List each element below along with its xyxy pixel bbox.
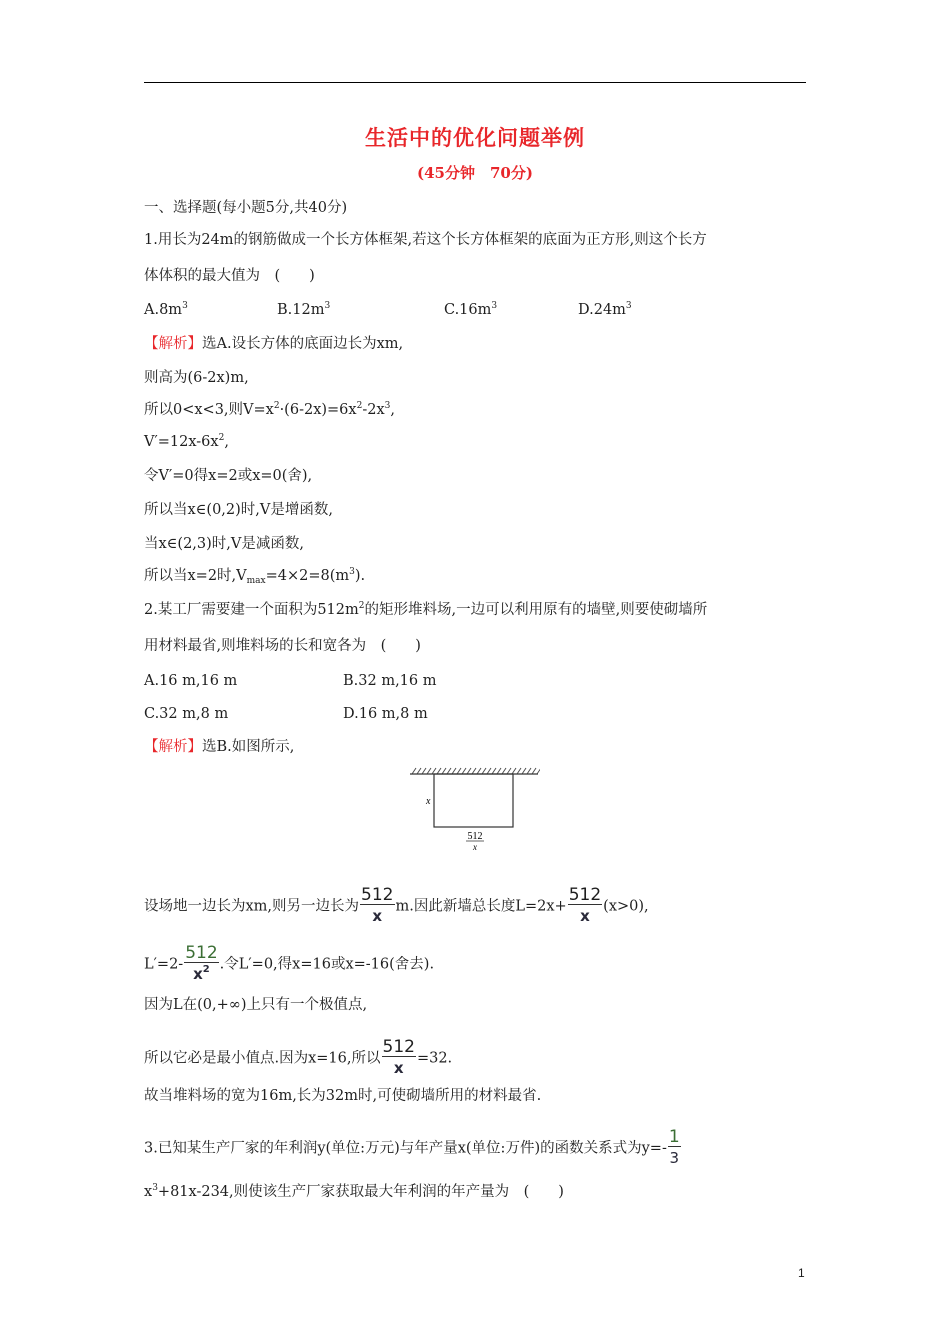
q1-solution-line3: 所以0<x<3,则$V=x^2\cdot(6-2x)=6x^2-2x^3$,: [144, 401, 395, 418]
hatch-mark: [517, 768, 521, 774]
hatch-mark: [527, 768, 531, 774]
fraction-one-third: $\frac{1}{3}$: [668, 1127, 680, 1167]
q1-solution-line1: 【解析】选A.设长方体的底面边长为xm,: [144, 336, 404, 352]
hatch-mark: [462, 768, 466, 774]
q1-option-b: $B.12m^3$: [277, 301, 331, 318]
q2-stem-line1: 2.某工厂需要建一个面积为$512m^2$的矩形堆料场,一边可以利用原有的墙壁,则要使砌墙所: [144, 601, 708, 618]
q2-option-d: D.16 m,8 m: [343, 706, 428, 722]
hatch-mark: [472, 768, 476, 774]
fraction-512-over-x: $\frac{512}{x}$: [382, 1037, 415, 1077]
q2-solution-line4: 因为L在(0,+∞)上只有一个极值点,: [144, 997, 368, 1013]
hatch-mark: [487, 768, 491, 774]
hatch-mark: [447, 768, 451, 774]
page-subtitle: (45分钟 70分): [417, 164, 533, 182]
hatch-mark: [507, 768, 511, 774]
q2-solution-line6: 故当堆料场的宽为16m,长为32m时,可使砌墙所用的材料最省.: [144, 1088, 542, 1104]
hatch-mark: [537, 768, 540, 774]
q2-option-b: B.32 m,16 m: [343, 673, 437, 689]
q1-option-a: $A.8m^3$: [144, 301, 188, 318]
q1-solution-line8: 所以当x=2时$,V_{max}=4\times 2=8(m^3)$.: [144, 567, 366, 586]
hatch-mark: [522, 768, 526, 774]
hatch-mark: [412, 768, 416, 774]
hatch-mark: [477, 768, 481, 774]
section-heading: 一、选择题(每小题5分,共40分): [144, 200, 348, 216]
figure-bottom-numerator: 512: [467, 831, 483, 842]
hatch-mark: [422, 768, 426, 774]
hatch-mark: [532, 768, 536, 774]
q2-solution-line2: 设场地一边长为xm,则另一边长为 $\frac{512}{x}$ m.因此新墙总长度L=2x+ $\frac{512}{x}$ (x>0),: [144, 885, 649, 925]
hatch-mark: [432, 768, 436, 774]
fraction-512-over-x-squared: $\frac{512}{x^2}$: [185, 943, 218, 983]
hatch-mark: [502, 768, 506, 774]
hatch-mark: [467, 768, 471, 774]
q2-solution-line1: 【解析】选B.如图所示,: [144, 739, 295, 755]
wall-rectangle-figure: [410, 766, 540, 852]
fraction-512-over-x: $\frac{512}{x}$: [568, 885, 602, 925]
hatch-mark: [452, 768, 456, 774]
q2-option-c: C.32 m,8 m: [144, 706, 229, 722]
hatch-mark: [442, 768, 446, 774]
wall-hatching: [412, 768, 540, 774]
hatch-mark: [492, 768, 496, 774]
hatch-mark: [437, 768, 441, 774]
hatch-mark: [457, 768, 461, 774]
q1-solution-line4: $V'=12x-6x^2$,: [144, 433, 229, 450]
q2-stem-line2: 用材料最省,则堆料场的长和宽各为 ( ): [144, 638, 421, 654]
hatch-mark: [512, 768, 516, 774]
solution-tag: 【解析】: [144, 336, 202, 352]
hatch-mark: [427, 768, 431, 774]
header-rule: [144, 82, 806, 83]
q1-stem-line1: 1.用长为24m的钢筋做成一个长方体框架,若这个长方体框架的底面为正方形,则这个长方: [144, 232, 707, 248]
q2-solution-line3: L′=2- $\frac{512}{x^2}$ .令L′=0,得x=16或x=-16(舍去).: [144, 943, 435, 983]
q1-option-c: $C.16m^3$: [444, 301, 498, 318]
hatch-mark: [497, 768, 501, 774]
page-title: 生活中的优化问题举例: [365, 125, 585, 150]
q1-stem-line2: 体体积的最大值为 ( ): [144, 268, 315, 284]
figure-bottom-denominator: x: [473, 842, 477, 852]
q2-option-a: A.16 m,16 m: [144, 673, 238, 689]
hatch-mark: [417, 768, 421, 774]
q1-solution-line6: 所以当x∈(0,2)时,V是增函数,: [144, 502, 333, 518]
q3-stem-line1: 3.已知某生产厂家的年利润y(单位:万元)与年产量x(单位:万件)的函数关系式为y=- $\frac{1}{3}$: [144, 1127, 680, 1167]
q1-option-d: $D.24m^3$: [578, 301, 632, 318]
page-number: 1: [798, 1266, 805, 1280]
fraction-512-over-x: $\frac{512}{x}$: [361, 885, 394, 925]
q3-stem-line2: $x^3+81x-234$,则使该生产厂家获取最大年利润的年产量为 ( ): [144, 1183, 564, 1200]
stockyard-rectangle: [434, 774, 513, 827]
q1-solution-line5: 令V′=0得x=2或x=0(舍),: [144, 468, 313, 484]
hatch-mark: [482, 768, 486, 774]
q1-solution-line7: 当x∈(2,3)时,V是减函数,: [144, 536, 304, 552]
q1-solution-line2: 则高为(6-2x)m,: [144, 370, 249, 386]
q2-solution-line5: 所以它必是最小值点.因为x=16,所以 $\frac{512}{x}$ =32.: [144, 1037, 453, 1077]
figure-side-label: x: [426, 796, 431, 807]
solution-tag: 【解析】: [144, 739, 202, 755]
